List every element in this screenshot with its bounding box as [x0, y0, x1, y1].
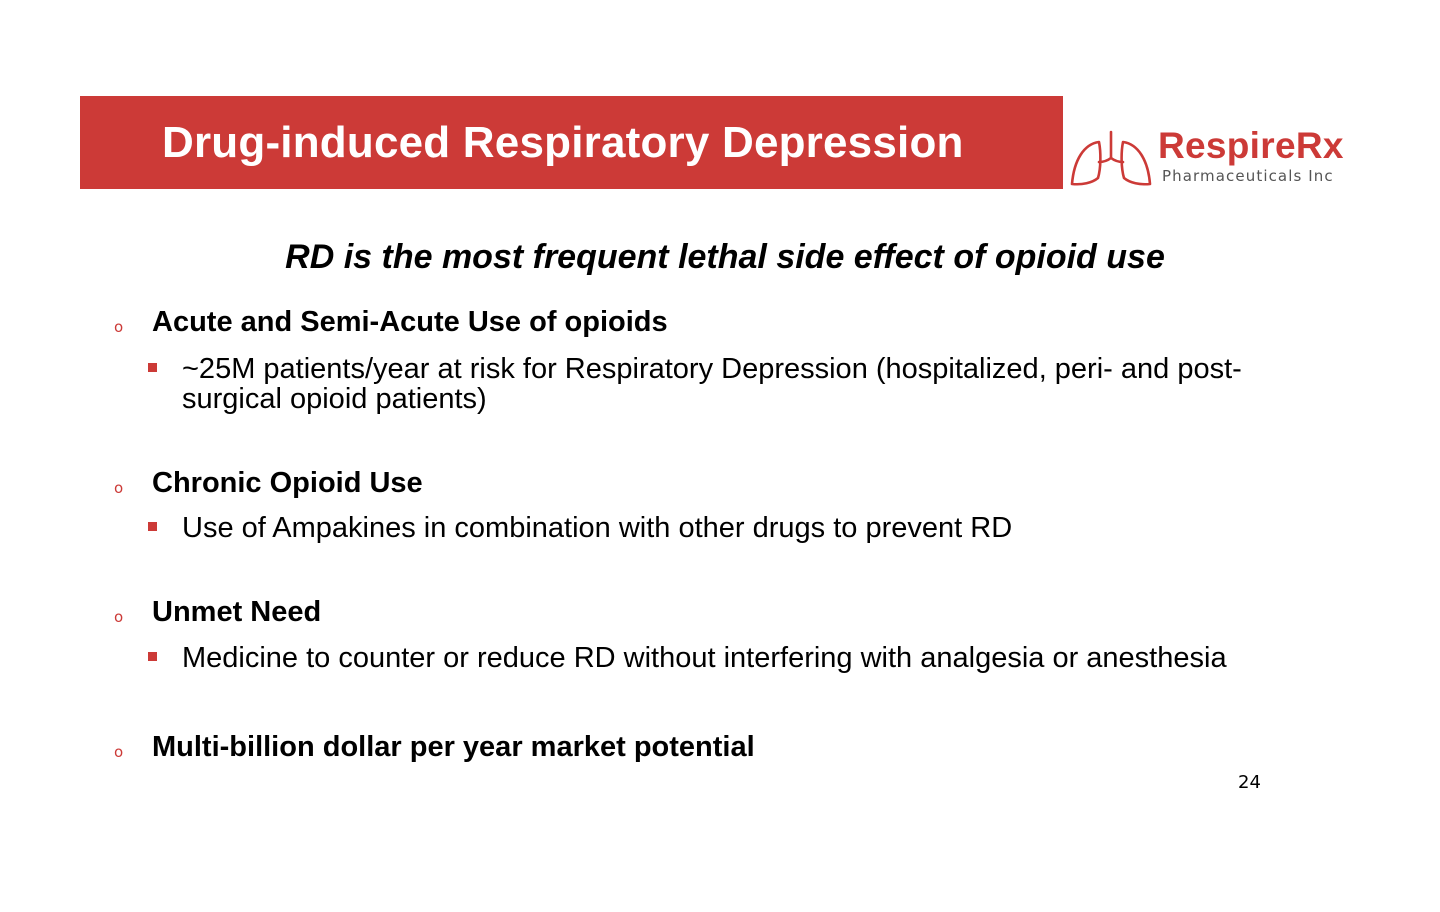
section-heading-text: Multi-billion dollar per year market potential: [152, 731, 755, 763]
circle-bullet-icon: o: [114, 608, 124, 626]
circle-bullet-icon: o: [114, 479, 124, 497]
section-point: [148, 513, 1332, 543]
company-logo: [1066, 124, 1366, 190]
title-banner: [80, 96, 1063, 189]
slide-subtitle: RD is the most frequent lethal side effect of opioid use: [285, 238, 1165, 276]
section-heading: [114, 596, 321, 629]
section-point: [148, 643, 1332, 673]
slide-title: Drug-induced Respiratory Depression: [162, 118, 964, 167]
logo-subtitle: Pharmaceuticals Inc: [1162, 167, 1334, 185]
lungs-icon: [1068, 128, 1154, 188]
section-heading-text: Unmet Need: [152, 596, 322, 628]
section-heading-text: Chronic Opioid Use: [152, 467, 423, 499]
page-number: 24: [1238, 772, 1261, 793]
square-bullet-icon: [148, 652, 157, 661]
section-point-text: Medicine to counter or reduce RD without interfering with analgesia or anesthesia: [182, 642, 1227, 674]
section-point-text: ~25M patients/year at risk for Respiratory Depression (hospitalized, peri- and post-surgical opioid patients): [182, 353, 1242, 415]
logo-name: RespireRx: [1158, 125, 1344, 166]
section-heading: [114, 306, 668, 339]
section-heading: [114, 731, 755, 764]
circle-bullet-icon: o: [114, 743, 124, 761]
circle-bullet-icon: o: [114, 318, 124, 336]
square-bullet-icon: [148, 522, 157, 531]
section-heading-text: Acute and Semi-Acute Use of opioids: [152, 306, 668, 338]
section-heading: [114, 467, 423, 500]
section-point-text: Use of Ampakines in combination with other drugs to prevent RD: [182, 512, 1013, 544]
square-bullet-icon: [148, 363, 157, 372]
section-point: [148, 354, 1332, 414]
